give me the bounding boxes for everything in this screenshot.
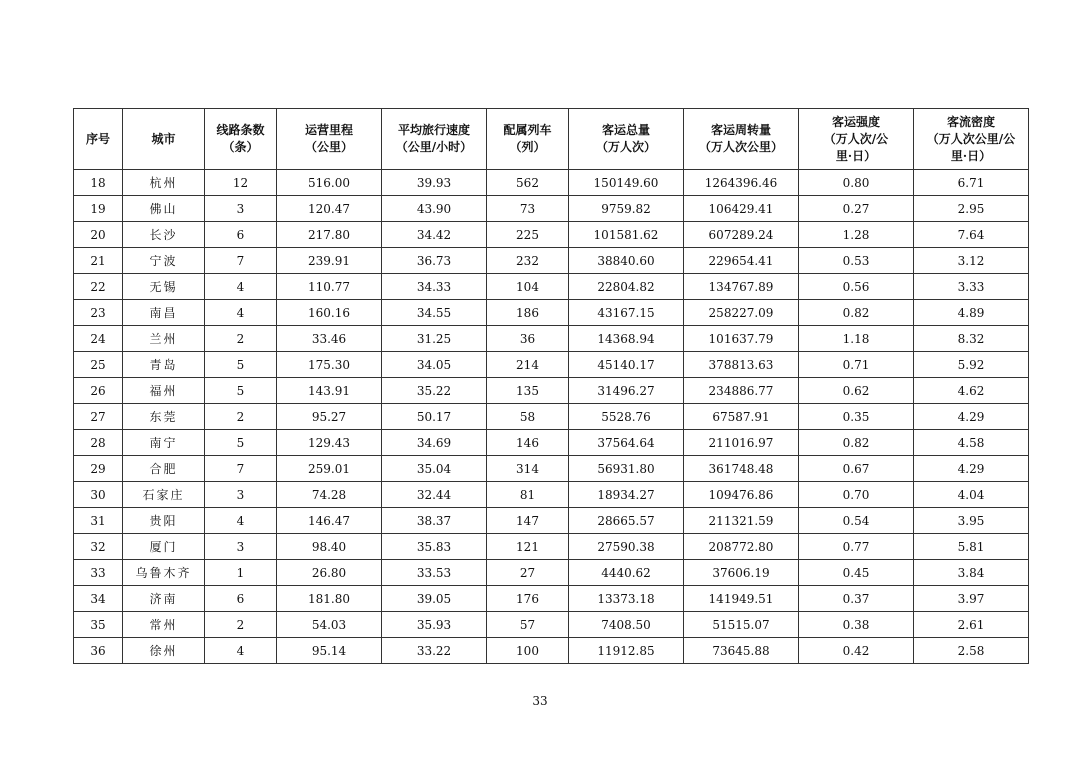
column-header-line: 客运周转量 — [710, 123, 771, 137]
table-cell: 225 — [487, 222, 569, 248]
table-cell: 7 — [205, 248, 277, 274]
column-header-line: （条） — [222, 140, 259, 154]
column-header — [74, 109, 123, 170]
table-cell: 4.89 — [914, 300, 1029, 326]
table-cell: 3.33 — [914, 274, 1029, 300]
column-header-line: （万人次公里） — [698, 140, 783, 154]
table-row — [74, 352, 1029, 378]
city-cell: 贵阳 — [123, 508, 205, 534]
table-cell: 562 — [487, 170, 569, 196]
column-header-line: （列） — [509, 140, 546, 154]
table-cell: 35.04 — [382, 456, 487, 482]
table-cell: 0.27 — [799, 196, 914, 222]
table-cell: 22804.82 — [569, 274, 684, 300]
column-header — [487, 109, 569, 170]
table-cell: 56931.80 — [569, 456, 684, 482]
table-cell: 0.82 — [799, 430, 914, 456]
table-cell: 146.47 — [277, 508, 382, 534]
table-row — [74, 456, 1029, 482]
table-cell: 0.62 — [799, 378, 914, 404]
table-cell: 0.77 — [799, 534, 914, 560]
city-cell: 青岛 — [123, 352, 205, 378]
table-cell: 38.37 — [382, 508, 487, 534]
table-cell: 4.58 — [914, 430, 1029, 456]
city-cell: 宁波 — [123, 248, 205, 274]
table-cell: 28 — [74, 430, 123, 456]
table-cell: 0.67 — [799, 456, 914, 482]
column-header-line: 里·日） — [835, 148, 877, 163]
table-cell: 37564.64 — [569, 430, 684, 456]
table-cell: 211016.97 — [684, 430, 799, 456]
table-cell: 0.53 — [799, 248, 914, 274]
column-header-line: （公里/小时） — [395, 140, 473, 154]
table-cell: 11912.85 — [569, 638, 684, 664]
column-header-line: 客运强度 — [831, 114, 880, 129]
table-cell: 211321.59 — [684, 508, 799, 534]
page-number: 33 — [532, 694, 548, 708]
table-cell: 143.91 — [277, 378, 382, 404]
column-header-line: （万人次） — [595, 140, 656, 154]
table-cell: 18934.27 — [569, 482, 684, 508]
table-cell: 19 — [74, 196, 123, 222]
table-cell: 8.32 — [914, 326, 1029, 352]
table-cell: 33.46 — [277, 326, 382, 352]
column-header-line: 里·日） — [950, 148, 992, 163]
table-cell: 109476.86 — [684, 482, 799, 508]
table-cell: 2.95 — [914, 196, 1029, 222]
column-header-line: 客运总量 — [601, 123, 650, 137]
city-cell: 合肥 — [123, 456, 205, 482]
table-cell: 7408.50 — [569, 612, 684, 638]
table-cell: 31.25 — [382, 326, 487, 352]
table-cell: 129.43 — [277, 430, 382, 456]
table-cell: 4.62 — [914, 378, 1029, 404]
table-cell: 100 — [487, 638, 569, 664]
table-row — [74, 326, 1029, 352]
table-cell: 4.04 — [914, 482, 1029, 508]
table-cell: 104 — [487, 274, 569, 300]
table-cell: 28665.57 — [569, 508, 684, 534]
table-cell: 147 — [487, 508, 569, 534]
table-cell: 141949.51 — [684, 586, 799, 612]
table-cell: 2.58 — [914, 638, 1029, 664]
table-cell: 27 — [74, 404, 123, 430]
table-cell: 34.55 — [382, 300, 487, 326]
table-cell: 5.81 — [914, 534, 1029, 560]
table-cell: 4 — [205, 300, 277, 326]
table-cell: 0.56 — [799, 274, 914, 300]
table-cell: 33.22 — [382, 638, 487, 664]
table-cell: 5528.76 — [569, 404, 684, 430]
table-cell: 37606.19 — [684, 560, 799, 586]
table-cell: 2.61 — [914, 612, 1029, 638]
table-cell: 150149.60 — [569, 170, 684, 196]
table-cell: 0.35 — [799, 404, 914, 430]
table-row — [74, 534, 1029, 560]
table-cell: 110.77 — [277, 274, 382, 300]
table-cell: 32.44 — [382, 482, 487, 508]
table-cell: 13373.18 — [569, 586, 684, 612]
table-cell: 3 — [205, 482, 277, 508]
column-header-line: 客流密度 — [946, 114, 995, 129]
table-cell: 23 — [74, 300, 123, 326]
table-cell: 50.17 — [382, 404, 487, 430]
table-cell: 43167.15 — [569, 300, 684, 326]
column-header-line: （万人次公里/公 — [926, 131, 1016, 146]
table-cell: 3.84 — [914, 560, 1029, 586]
column-header — [569, 109, 684, 170]
table-cell: 2 — [205, 612, 277, 638]
table-cell: 39.93 — [382, 170, 487, 196]
table-cell: 4 — [205, 508, 277, 534]
column-header — [123, 109, 205, 170]
table-cell: 4440.62 — [569, 560, 684, 586]
table-row — [74, 430, 1029, 456]
table-cell: 20 — [74, 222, 123, 248]
table-cell: 4 — [205, 274, 277, 300]
table-cell: 0.80 — [799, 170, 914, 196]
table-cell: 74.28 — [277, 482, 382, 508]
table-cell: 0.38 — [799, 612, 914, 638]
table-row — [74, 196, 1029, 222]
table-cell: 26 — [74, 378, 123, 404]
table-cell: 35 — [74, 612, 123, 638]
table-row — [74, 560, 1029, 586]
table-row — [74, 638, 1029, 664]
table-cell: 35.93 — [382, 612, 487, 638]
column-header-line: 运营里程 — [304, 123, 353, 137]
table-row — [74, 274, 1029, 300]
table-cell: 6 — [205, 222, 277, 248]
table-cell: 12 — [205, 170, 277, 196]
table-cell: 6.71 — [914, 170, 1029, 196]
table-cell: 3 — [205, 534, 277, 560]
city-cell: 东莞 — [123, 404, 205, 430]
table-cell: 31496.27 — [569, 378, 684, 404]
city-cell: 佛山 — [123, 196, 205, 222]
table-cell: 259.01 — [277, 456, 382, 482]
table-cell: 239.91 — [277, 248, 382, 274]
column-header-line: 配属列车 — [503, 123, 552, 137]
table-cell: 186 — [487, 300, 569, 326]
column-header — [914, 109, 1029, 170]
city-cell: 徐州 — [123, 638, 205, 664]
city-cell: 济南 — [123, 586, 205, 612]
table-cell: 4.29 — [914, 404, 1029, 430]
table-cell: 516.00 — [277, 170, 382, 196]
table-cell: 33 — [74, 560, 123, 586]
table-cell: 0.45 — [799, 560, 914, 586]
table-cell: 106429.41 — [684, 196, 799, 222]
table-cell: 0.70 — [799, 482, 914, 508]
table-cell: 24 — [74, 326, 123, 352]
table-cell: 135 — [487, 378, 569, 404]
table-cell: 27590.38 — [569, 534, 684, 560]
table-cell: 35.22 — [382, 378, 487, 404]
table-cell: 4.29 — [914, 456, 1029, 482]
table-row — [74, 612, 1029, 638]
table-cell: 81 — [487, 482, 569, 508]
city-cell: 杭州 — [123, 170, 205, 196]
table-cell: 25 — [74, 352, 123, 378]
city-cell: 兰州 — [123, 326, 205, 352]
table-cell: 5.92 — [914, 352, 1029, 378]
table-cell: 73645.88 — [684, 638, 799, 664]
table-cell: 7 — [205, 456, 277, 482]
table-cell: 232 — [487, 248, 569, 274]
table-body — [74, 170, 1029, 664]
table-cell: 4 — [205, 638, 277, 664]
table-cell: 1 — [205, 560, 277, 586]
table-cell: 34.42 — [382, 222, 487, 248]
column-header-line: （公里） — [304, 140, 353, 154]
table-cell: 6 — [205, 586, 277, 612]
city-cell: 南昌 — [123, 300, 205, 326]
table-cell: 21 — [74, 248, 123, 274]
table-cell: 73 — [487, 196, 569, 222]
table-cell: 3.12 — [914, 248, 1029, 274]
table-cell: 39.05 — [382, 586, 487, 612]
table-cell: 34.33 — [382, 274, 487, 300]
table-cell: 134767.89 — [684, 274, 799, 300]
table-cell: 36 — [74, 638, 123, 664]
table-cell: 0.42 — [799, 638, 914, 664]
table-cell: 121 — [487, 534, 569, 560]
table-cell: 34.69 — [382, 430, 487, 456]
table-cell: 33.53 — [382, 560, 487, 586]
table-cell: 3.95 — [914, 508, 1029, 534]
table-cell: 101581.62 — [569, 222, 684, 248]
table-cell: 98.40 — [277, 534, 382, 560]
table-row — [74, 482, 1029, 508]
city-cell: 福州 — [123, 378, 205, 404]
column-header-line: 平均旅行速度 — [397, 123, 470, 137]
table-cell: 120.47 — [277, 196, 382, 222]
table-cell: 3.97 — [914, 586, 1029, 612]
table-cell: 14368.94 — [569, 326, 684, 352]
table-cell: 26.80 — [277, 560, 382, 586]
table-cell: 607289.24 — [684, 222, 799, 248]
table-cell: 34.05 — [382, 352, 487, 378]
city-cell: 南宁 — [123, 430, 205, 456]
table-cell: 54.03 — [277, 612, 382, 638]
table-row — [74, 586, 1029, 612]
table-cell: 0.37 — [799, 586, 914, 612]
table-cell: 38840.60 — [569, 248, 684, 274]
city-cell: 常州 — [123, 612, 205, 638]
table-cell: 314 — [487, 456, 569, 482]
table-cell: 3 — [205, 196, 277, 222]
table-cell: 1.28 — [799, 222, 914, 248]
table-cell: 45140.17 — [569, 352, 684, 378]
table-cell: 258227.09 — [684, 300, 799, 326]
table-cell: 208772.80 — [684, 534, 799, 560]
table-cell: 0.82 — [799, 300, 914, 326]
table-cell: 27 — [487, 560, 569, 586]
table-cell: 234886.77 — [684, 378, 799, 404]
table-cell: 43.90 — [382, 196, 487, 222]
table-cell: 35.83 — [382, 534, 487, 560]
column-header-line: 线路条数 — [216, 123, 265, 137]
table-cell: 5 — [205, 430, 277, 456]
table-cell: 1264396.46 — [684, 170, 799, 196]
column-header — [684, 109, 799, 170]
table-cell: 101637.79 — [684, 326, 799, 352]
table-cell: 5 — [205, 352, 277, 378]
city-cell: 无锡 — [123, 274, 205, 300]
table-cell: 36 — [487, 326, 569, 352]
table-cell: 0.54 — [799, 508, 914, 534]
column-header-line: （万人次/公 — [823, 131, 889, 146]
table-cell: 95.27 — [277, 404, 382, 430]
table-cell: 2 — [205, 404, 277, 430]
table-cell: 22 — [74, 274, 123, 300]
table-cell: 5 — [205, 378, 277, 404]
column-header-line: 城市 — [151, 131, 176, 146]
table-cell: 378813.63 — [684, 352, 799, 378]
table-cell: 175.30 — [277, 352, 382, 378]
table-cell: 31 — [74, 508, 123, 534]
table-cell: 160.16 — [277, 300, 382, 326]
table-cell: 18 — [74, 170, 123, 196]
table-cell: 9759.82 — [569, 196, 684, 222]
table-row — [74, 378, 1029, 404]
column-header — [277, 109, 382, 170]
data-table — [73, 108, 1029, 664]
table-cell: 0.71 — [799, 352, 914, 378]
table-row — [74, 222, 1029, 248]
table-cell: 67587.91 — [684, 404, 799, 430]
table-header-row — [74, 109, 1029, 170]
table-row — [74, 248, 1029, 274]
table-cell: 229654.41 — [684, 248, 799, 274]
column-header — [382, 109, 487, 170]
table-row — [74, 300, 1029, 326]
table-cell: 361748.48 — [684, 456, 799, 482]
table-cell: 29 — [74, 456, 123, 482]
table-cell: 217.80 — [277, 222, 382, 248]
table-cell: 32 — [74, 534, 123, 560]
column-header — [799, 109, 914, 170]
column-header-line: 序号 — [85, 131, 110, 146]
table-cell: 2 — [205, 326, 277, 352]
table-row — [74, 508, 1029, 534]
table-cell: 58 — [487, 404, 569, 430]
city-cell: 厦门 — [123, 534, 205, 560]
table-cell: 34 — [74, 586, 123, 612]
table-cell: 214 — [487, 352, 569, 378]
city-cell: 石家庄 — [123, 482, 205, 508]
table-cell: 1.18 — [799, 326, 914, 352]
table-row — [74, 404, 1029, 430]
city-cell: 乌鲁木齐 — [123, 560, 205, 586]
table-cell: 146 — [487, 430, 569, 456]
column-header — [205, 109, 277, 170]
table-cell: 181.80 — [277, 586, 382, 612]
table-cell: 57 — [487, 612, 569, 638]
table-cell: 95.14 — [277, 638, 382, 664]
table-cell: 36.73 — [382, 248, 487, 274]
table-cell: 30 — [74, 482, 123, 508]
table-row — [74, 170, 1029, 196]
table-cell: 51515.07 — [684, 612, 799, 638]
table-cell: 7.64 — [914, 222, 1029, 248]
table-cell: 176 — [487, 586, 569, 612]
city-cell: 长沙 — [123, 222, 205, 248]
